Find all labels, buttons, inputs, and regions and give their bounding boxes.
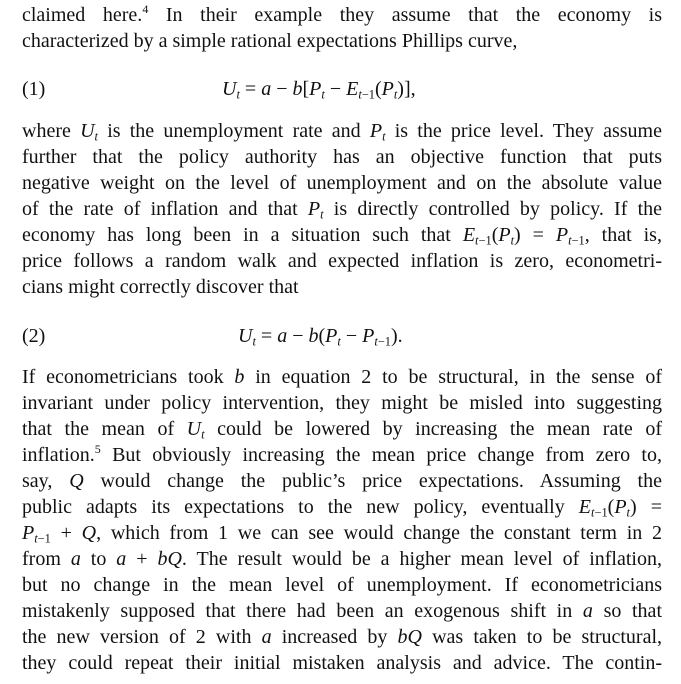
paragraph-3: [22, 364, 662, 676]
equation-body: $U_t = a - b(P_t - P_{t-1})$.: [238, 325, 403, 349]
text-line: cians might correctly discover that: [22, 276, 299, 298]
text-line: that the mean of $U_t$ could be lowered by increasing the mean rate of: [22, 418, 662, 442]
text-line: further that the policy authority has an objective function that puts: [22, 146, 662, 168]
text-line: invariant under policy intervention, they might be misled into suggesting: [22, 392, 662, 414]
text-line: public adapts its expectations to the new policy, eventually $E_{t-1}(P_t)$ =: [22, 496, 662, 520]
text-line: of the rate of inflation and that $P_t$ is directly controlled by policy. If the: [22, 198, 663, 222]
equation-body: $U_t = a - b[P_t - E_{t-1}(P_t)]$,: [222, 78, 416, 102]
text-line: claimed here.$^4$ In their example they assume that the economy is: [22, 2, 662, 26]
equation-2: [22, 323, 662, 349]
text-line: economy has long been in a situation such that $E_{t-1}(P_t) = P_{t-1}$, that is,: [22, 224, 662, 248]
text-line: where $U_t$ is the unemployment rate and $P_t$ is the price level. They assume: [22, 120, 662, 144]
text-line: negative weight on the level of unemployment and on the absolute value: [22, 172, 662, 194]
footnote-ref-4: 4: [142, 2, 149, 17]
text-line: inflation.$^5$ But obviously increasing the mean price change from zero to,: [22, 442, 662, 466]
footnote-ref-5: 5: [94, 442, 101, 457]
text-line: say, Q would change the public’s price expectations. Assuming the: [22, 470, 662, 492]
equation-1: [22, 76, 662, 102]
text-line: If econometricians took b in equation 2 to be structural, in the sense of: [22, 366, 662, 388]
text-line: the new version of 2 with a increased by bQ was taken to be structural,: [22, 626, 663, 648]
text-line: they could repeat their initial mistaken analysis and advice. The contin-: [22, 652, 662, 674]
paragraph-2: [22, 118, 662, 300]
paragraph-1: [22, 2, 662, 54]
equation-number: (2): [22, 325, 46, 347]
text-line: $P_{t-1} + Q$, which from 1 we can see would change the constant term in 2: [22, 522, 662, 546]
text-line: from a to a + bQ. The result would be a higher mean level of inflation,: [22, 548, 662, 570]
text-line: but no change in the mean level of unemployment. If econometricians: [22, 574, 662, 596]
text-line: price follows a random walk and expected inflation is zero, econometri-: [22, 250, 662, 272]
equation-number: (1): [22, 78, 46, 100]
text-line: characterized by a simple rational expectations Phillips curve,: [22, 30, 518, 52]
text-line: mistakenly supposed that there had been an exogenous shift in a so that: [22, 600, 662, 622]
